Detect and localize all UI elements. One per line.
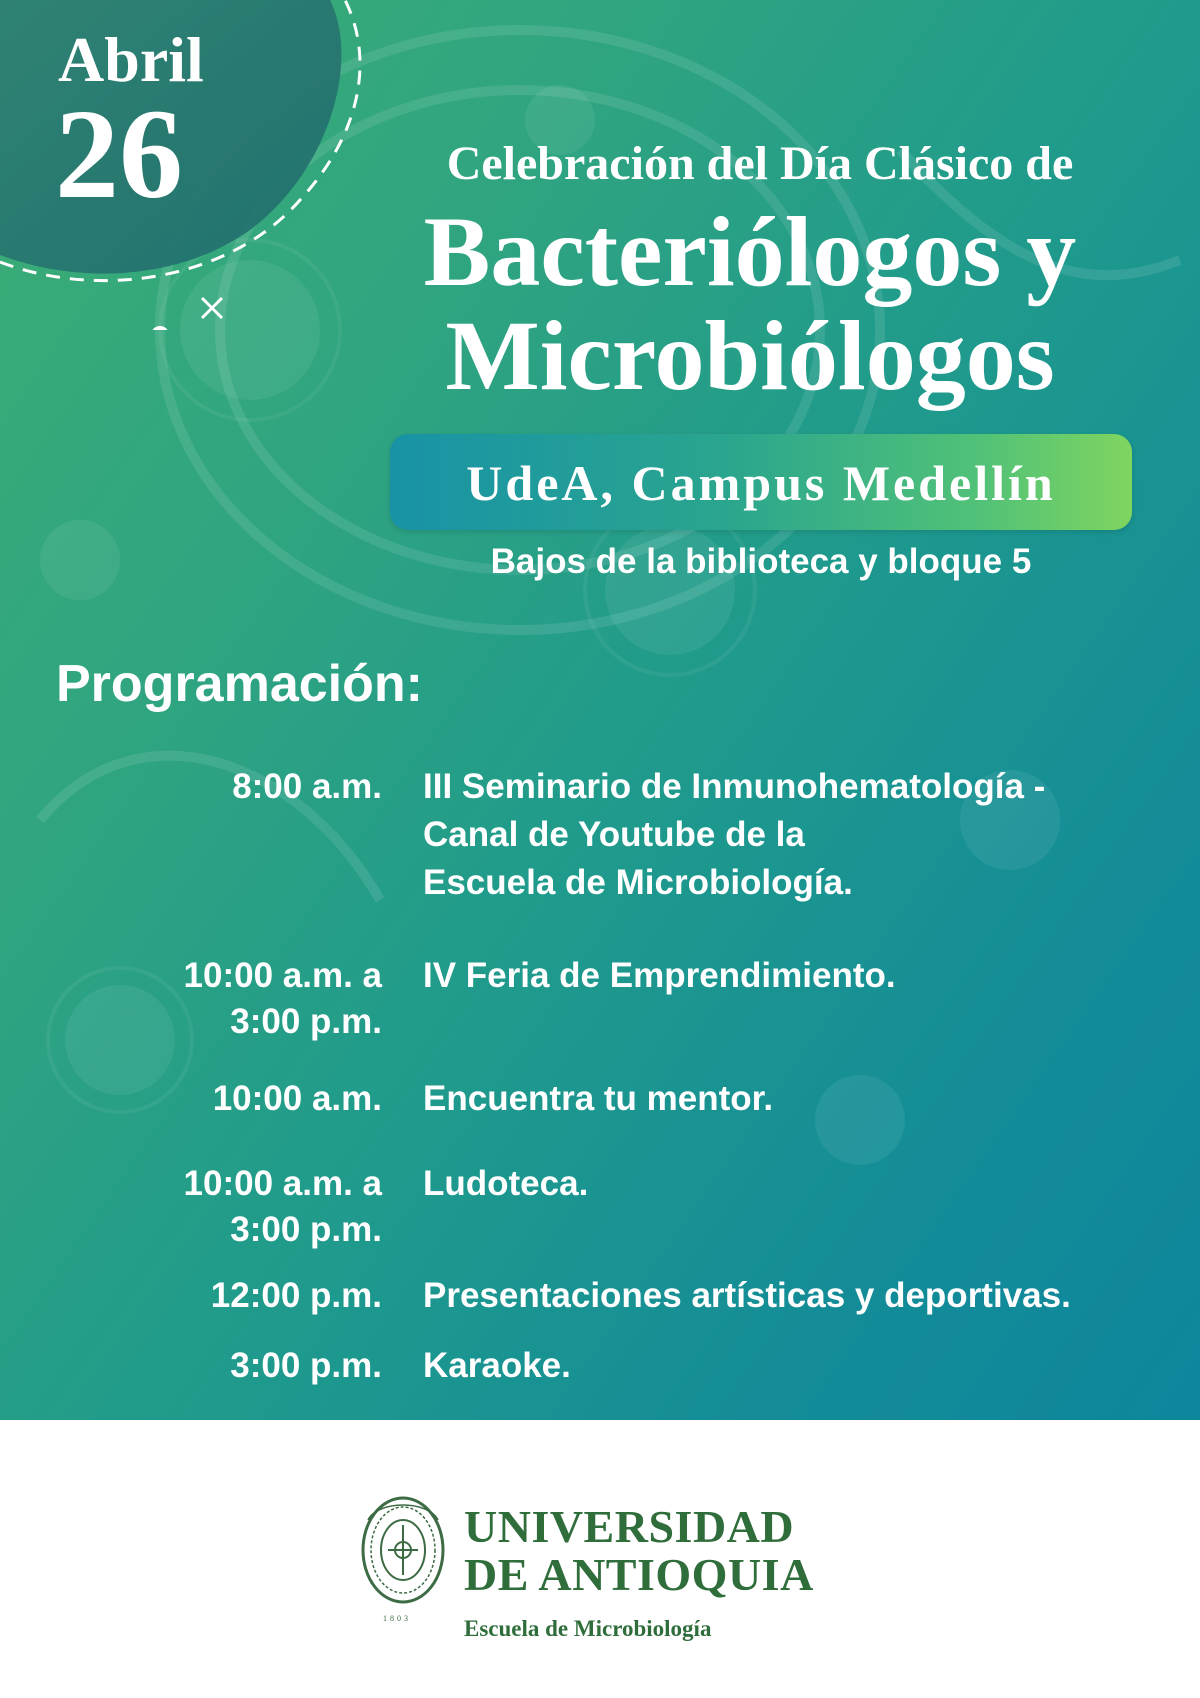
schedule-event: IV Feria de Emprendimiento. — [423, 956, 896, 995]
schedule-event: Karaoke. — [423, 1346, 571, 1385]
venue-location: Bajos de la biblioteca y bloque 5 — [490, 542, 1032, 581]
venue-name: UdeA, Campus Medellín — [466, 455, 1056, 511]
schedule-time: 10:00 a.m. — [212, 1079, 382, 1118]
university-name-line-1: UNIVERSIDAD — [464, 1501, 795, 1552]
date-month: Abril — [58, 24, 204, 95]
schedule-event: Encuentra tu mentor. — [423, 1079, 774, 1118]
schedule-time: 12:00 p.m. — [210, 1276, 382, 1315]
school-name: Escuela de Microbiología — [464, 1616, 712, 1641]
schedule-event: III Seminario de Inmunohematología - Canal de Youtube de la Escuela de Microbiología. — [423, 767, 1046, 902]
program-heading: Programación: — [56, 655, 423, 713]
title-line-2: Microbiólogos — [445, 300, 1055, 411]
date-day: 26 — [55, 83, 183, 225]
university-seal-icon — [358, 1490, 448, 1610]
seal-year: 1803 — [383, 1614, 411, 1623]
university-name-line-2: DE ANTIOQUIA — [464, 1549, 814, 1600]
schedule-time: 3:00 p.m. — [230, 1346, 382, 1385]
schedule-time: 10:00 a.m. a 3:00 p.m. — [183, 956, 382, 1041]
title-line-1: Bacteriólogos y — [423, 196, 1077, 307]
title-subheading: Celebración del Día Clásico de — [446, 137, 1074, 190]
schedule-time: 8:00 a.m. — [232, 767, 382, 806]
schedule-event: Ludoteca. — [423, 1164, 589, 1203]
schedule-event: Presentaciones artísticas y deportivas. — [423, 1276, 1071, 1315]
schedule-time: 10:00 a.m. a 3:00 p.m. — [183, 1164, 382, 1249]
